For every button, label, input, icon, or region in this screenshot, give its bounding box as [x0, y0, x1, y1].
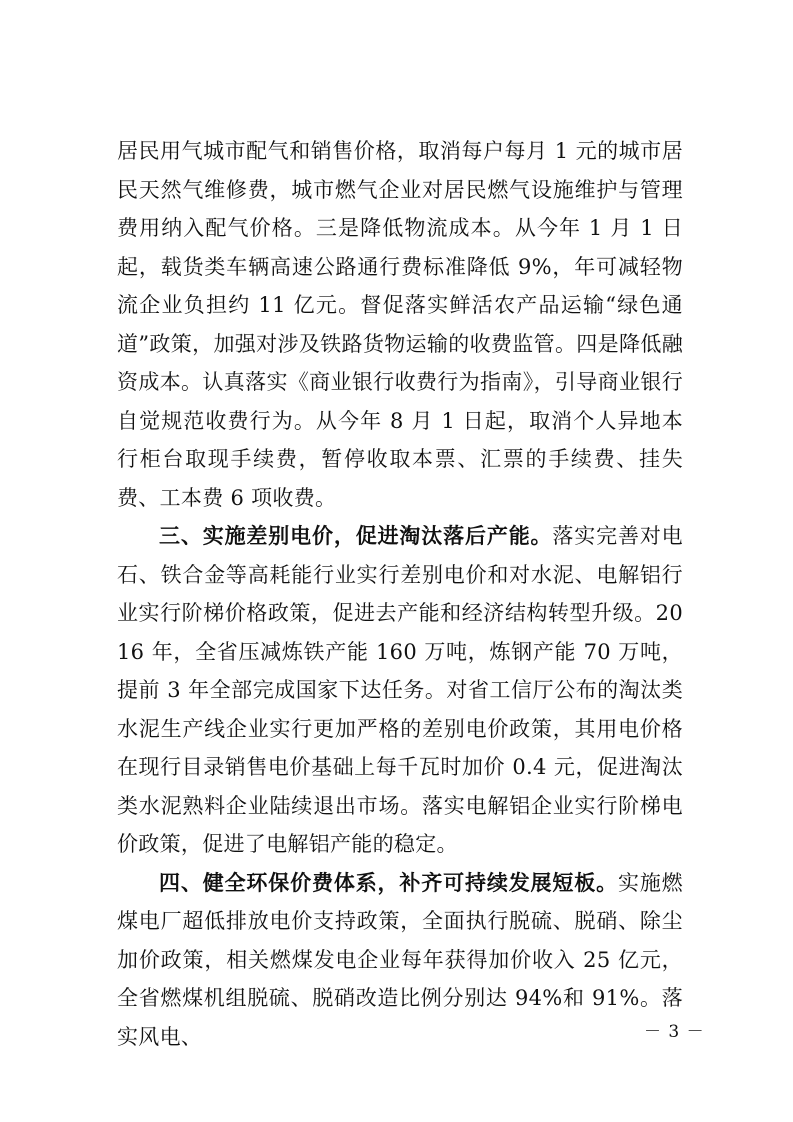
paragraph-section-three	[117, 517, 683, 864]
paragraph-continuation	[117, 132, 683, 517]
page-number: － 3 －	[644, 1022, 705, 1042]
paragraph-text: 居民用气城市配气和销售价格，取消每户每月 1 元的城市居民天然气维修费，城市燃气企业对居民燃气设施维护与管理费用纳入配气价格。三是降低物流成本。从今年 1 月 1 日起，载货类车辆高速公路通行费标准降低 9%，年可减轻物流企业负担约 11 亿元。督促落实鲜活农产品运输“绿色通道”政策，加强对涉及铁路货物运输的收费监管。四是降低融资成本。认真落实《商业银行收费行为指南》，引导商业银行自觉规范收费行为。从今年 8 月 1 日起，取消个人异地本行柜台取现手续费，暂停收取本票、汇票的手续费、挂失费、工本费 6 项收费。	[117, 139, 683, 510]
section-heading: 三、实施差别电价，促进淘汰落后产能。	[159, 523, 553, 548]
paragraph-section-four	[117, 864, 683, 1057]
paragraph-text: 实施燃煤电厂超低排放电价支持政策，全面执行脱硫、脱硝、除尘加价政策，相关燃煤发电企业每年获得加价收入 25 亿元，全省燃煤机组脱硫、脱硝改造比例分别达 94%和 91%。落实风电、	[117, 870, 683, 1049]
section-heading: 四、健全环保价费体系，补齐可持续发展短板。	[159, 869, 618, 895]
body-text	[117, 132, 683, 1056]
paragraph-text: 落实完善对电石、铁合金等高耗能行业实行差别电价和对水泥、电解铝行业实行阶梯价格政策，促进去产能和经济结构转型升级。2016 年，全省压减炼铁产能 160 万吨，炼钢产能 70 万吨，提前 3 年全部完成国家下达任务。对省工信厅公布的淘汰类水泥生产线企业实行更加严格的差别电价政策，其用电价格在现行目录销售电价基础上每千瓦时加价 0.4 元，促进淘汰类水泥熟料企业陆续退出市场。落实电解铝企业实行阶梯电价政策，促进了电解铝产能的稳定。	[117, 524, 683, 856]
